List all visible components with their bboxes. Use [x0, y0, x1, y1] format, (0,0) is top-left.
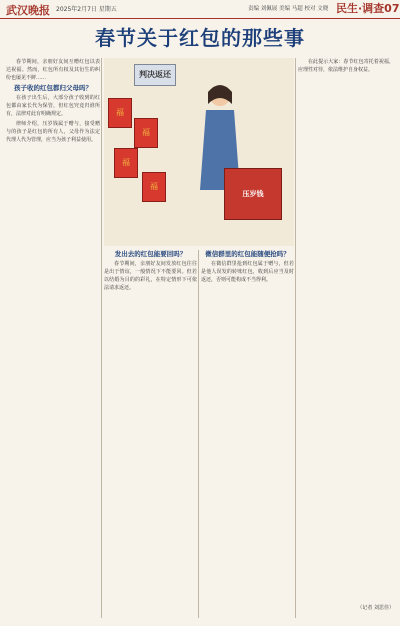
- illustration: [104, 58, 294, 246]
- article-intro: 春节期间，亲朋好友间互赠红包以表达祝福。然而，红包所有权及其衍生的纠纷也屡见不鲜……: [6, 59, 100, 81]
- paragraph: 在微信群里抢到红包属于赠与，但若是他人误发的转账红包，收到后应当及时返还，否则可能构成不当得利。: [201, 261, 294, 283]
- subheading: 发出去的红包能要回吗？: [114, 250, 187, 258]
- red-envelope-icon: 福: [134, 118, 158, 148]
- column-divider: [101, 58, 102, 618]
- red-envelope-icon: 福: [108, 98, 132, 128]
- issue-date: 2025年2月7日 星期五: [56, 6, 117, 13]
- red-envelope-icon: 福: [142, 172, 166, 202]
- article-column-3: [201, 250, 294, 620]
- paragraph: 在孩子出生后，大部分孩子收到的红包都由家长代为保管，但红包究竟归谁所有，法律对此有明确规定。: [6, 95, 100, 117]
- editor-credits: 责编 刘佩展 美编 马超 校对 文晓: [248, 6, 329, 12]
- article-column-1: [6, 58, 100, 618]
- red-envelope-group: [108, 98, 178, 228]
- paragraph: 在此提示大家：春节红包寄托着祝福，应理性对待，依法维护自身权益。: [298, 59, 394, 73]
- paragraph: 春节期间，亲朋好友间发放红包往往是出于情谊，一般情况下不能要回。但若以结婚为目的的彩礼，在特定情形下可依法请求返还。: [104, 261, 197, 291]
- newspaper-logo: 武汉晚报: [6, 4, 50, 17]
- byline: （记者 刘思佳）: [357, 605, 394, 611]
- subheading: 孩子收的红包都归父母吗？: [14, 84, 92, 92]
- lucky-money-box: 压岁钱: [224, 168, 282, 220]
- section-label: 民生·调查07: [336, 2, 400, 15]
- masthead-bar: [0, 0, 400, 19]
- column-divider: [295, 58, 296, 618]
- red-envelope-icon: 福: [114, 148, 138, 178]
- article-column-4: [298, 58, 394, 618]
- subheading: 微信群里的红包能随便抢吗？: [205, 250, 290, 258]
- column-divider: [198, 250, 199, 618]
- paragraph: 律师介绍，压岁钱属于赠与，接受赠与的孩子是红包的所有人，父母作为法定代理人代为管理，应当为孩子利益使用。: [6, 121, 100, 143]
- illustration-sign: 判决返还: [134, 64, 176, 86]
- page-headline: 春节关于红包的那些事: [95, 26, 305, 50]
- article-column-2: [104, 250, 197, 620]
